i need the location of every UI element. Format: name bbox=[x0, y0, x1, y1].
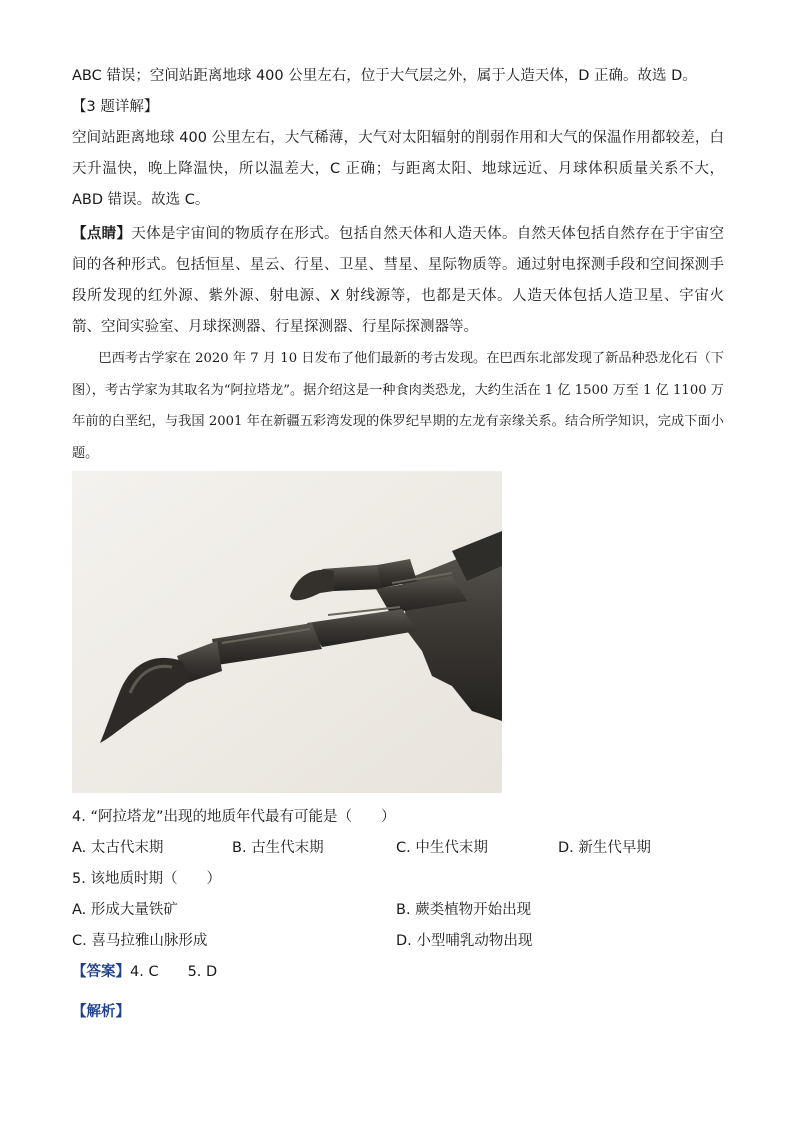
q5-option-c[interactable]: C. 喜马拉雅山脉形成 bbox=[72, 933, 208, 949]
q4-option-c[interactable]: C. 中生代末期 bbox=[396, 840, 488, 856]
answer-line bbox=[72, 962, 217, 982]
dianjing-label: 【点睛】 bbox=[72, 226, 132, 242]
dinosaur-claw-fossil-photo bbox=[72, 471, 502, 793]
section-heading-q3: 【3 题详解】 bbox=[72, 99, 159, 115]
analysis-heading: 【解析】 bbox=[72, 1004, 130, 1020]
question-5-stem: 5. 该地质时期（ ） bbox=[72, 871, 221, 887]
dianjing-paragraph bbox=[72, 219, 724, 343]
q5-option-a[interactable]: A. 形成大量铁矿 bbox=[72, 902, 178, 918]
q3-explanation: 空间站距离地球 400 公里左右，大气稀薄，大气对太阳辐射的削弱作用和大气的保温作用都较差，白天升温快，晚上降温快，所以温差大，C 正确；与距离太阳、地球远近、月球体积质量关系不大，ABD 错误。故选 C。 bbox=[72, 130, 724, 208]
fossil-illustration bbox=[72, 471, 502, 793]
q4-option-a[interactable]: A. 太古代末期 bbox=[72, 840, 164, 856]
answer-3-conclusion: ABC 错误；空间站距离地球 400 公里左右，位于大气层之外，属于人造天体，D 正确。故选 D。 bbox=[72, 68, 697, 84]
answer-label: 【答案】 bbox=[72, 964, 130, 980]
q4-option-d[interactable]: D. 新生代早期 bbox=[558, 840, 651, 856]
dianjing-text: 天体是宇宙间的物质存在形式。包括自然天体和人造天体。自然天体包括自然存在于宇宙空间的各种形式。包括恒星、星云、行星、卫星、彗星、星际物质等。通过射电探测手段和空间探测手段所发现的红外源、紫外源、射电源、X 射线源等，也都是天体。人造天体包括人造卫星、宇宙火箭、空间实验室、月球探测器、行星探测器、行星际探测器等。 bbox=[72, 226, 725, 335]
q5-option-b[interactable]: B. 蕨类植物开始出现 bbox=[396, 902, 532, 918]
q4-option-b[interactable]: B. 古生代末期 bbox=[232, 840, 324, 856]
question-4-stem: 4. “阿拉塔龙”出现的地质年代最有可能是（ ） bbox=[72, 809, 396, 825]
material-passage: 巴西考古学家在 2020 年 7 月 10 日发布了他们最新的考古发现。在巴西东北部发现了新品种恐龙化石（下图），考古学家为其取名为“阿拉塔龙”。据介绍这是一种食肉类恐龙，大约生活在 1 亿 1500 万至 1 亿 1100 万年前的白垩纪，与我国 2001 年在新疆五彩湾发现的侏罗纪早期的左龙有亲缘关系。结合所学知识，完成下面小题。 bbox=[72, 351, 724, 461]
answer-text: 4. C 5. D bbox=[130, 964, 218, 980]
q5-option-d[interactable]: D. 小型哺乳动物出现 bbox=[396, 933, 533, 949]
